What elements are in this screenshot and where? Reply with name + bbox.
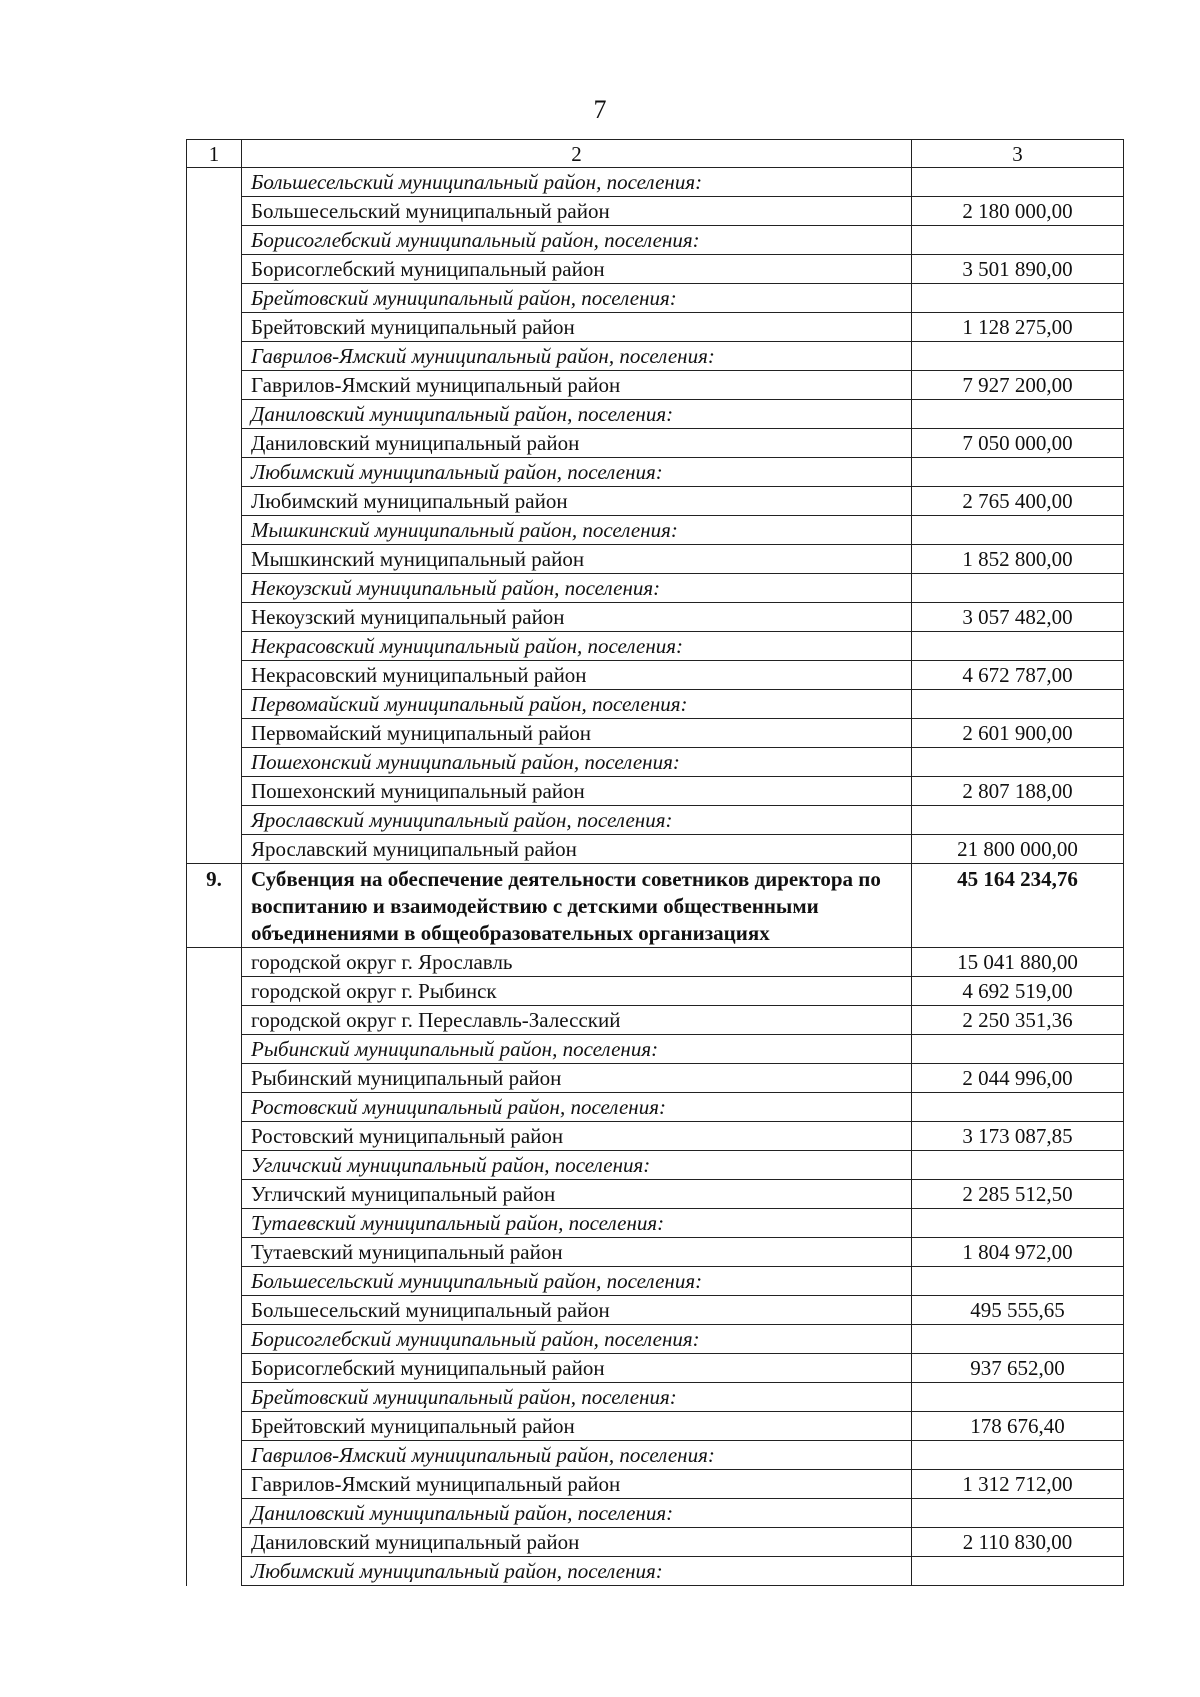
row-number-cell (187, 1412, 242, 1441)
table-row (187, 603, 1124, 632)
table-row (187, 313, 1124, 342)
amount-cell: 937 652,00 (912, 1354, 1124, 1383)
amount-cell (912, 1267, 1124, 1296)
table-row (187, 977, 1124, 1006)
amount-cell (912, 806, 1124, 835)
table-row (187, 255, 1124, 284)
table-subheading-row (187, 1209, 1124, 1238)
table-subheading-row (187, 1557, 1124, 1586)
amount-cell: 2 807 188,00 (912, 777, 1124, 806)
table-subheading-row (187, 574, 1124, 603)
district-subheading: Любимский муниципальный район, поселения: (242, 458, 912, 487)
row-number-cell (187, 1441, 242, 1470)
table-row (187, 948, 1124, 977)
row-number-cell (187, 342, 242, 371)
table-subheading-row (187, 1325, 1124, 1354)
amount-cell: 2 285 512,50 (912, 1180, 1124, 1209)
table-subheading-row (187, 342, 1124, 371)
district-subheading: Гаврилов-Ямский муниципальный район, поселения: (242, 1441, 912, 1470)
table-row (187, 1180, 1124, 1209)
row-number-cell (187, 516, 242, 545)
amount-cell: 3 057 482,00 (912, 603, 1124, 632)
table-row (187, 1412, 1124, 1441)
row-number-cell (187, 1354, 242, 1383)
amount-cell (912, 1035, 1124, 1064)
district-subheading: Первомайский муниципальный район, поселения: (242, 690, 912, 719)
table-row (187, 1296, 1124, 1325)
header-col-3: 3 (912, 140, 1124, 168)
table-row (187, 1122, 1124, 1151)
municipality-name: Брейтовский муниципальный район (242, 1412, 912, 1441)
table-subheading-row (187, 1383, 1124, 1412)
municipality-name: Пошехонский муниципальный район (242, 777, 912, 806)
district-subheading: Любимский муниципальный район, поселения: (242, 1557, 912, 1586)
table-row (187, 661, 1124, 690)
row-number-cell (187, 1557, 242, 1586)
amount-cell (912, 574, 1124, 603)
table-subheading-row (187, 1093, 1124, 1122)
amount-cell: 2 110 830,00 (912, 1528, 1124, 1557)
district-subheading: Большесельский муниципальный район, поселения: (242, 1267, 912, 1296)
section-number: 9. (187, 864, 242, 948)
municipality-name: Мышкинский муниципальный район (242, 545, 912, 574)
table-subheading-row (187, 806, 1124, 835)
row-number-cell (187, 400, 242, 429)
row-number-cell (187, 948, 242, 977)
row-number-cell (187, 1528, 242, 1557)
district-subheading: Мышкинский муниципальный район, поселения: (242, 516, 912, 545)
amount-cell (912, 1499, 1124, 1528)
district-subheading: Рыбинский муниципальный район, поселения: (242, 1035, 912, 1064)
section-total-amount: 45 164 234,76 (912, 864, 1124, 948)
row-number-cell (187, 1267, 242, 1296)
row-number-cell (187, 835, 242, 864)
municipality-name: Гаврилов-Ямский муниципальный район (242, 371, 912, 400)
table-row (187, 1354, 1124, 1383)
table-subheading-row (187, 690, 1124, 719)
district-subheading: Брейтовский муниципальный район, поселения: (242, 1383, 912, 1412)
amount-cell: 3 173 087,85 (912, 1122, 1124, 1151)
row-number-cell (187, 429, 242, 458)
row-number-cell (187, 1238, 242, 1267)
row-number-cell (187, 1064, 242, 1093)
municipality-name: городской округ г. Переславль-Залесский (242, 1006, 912, 1035)
table-row (187, 719, 1124, 748)
amount-cell (912, 690, 1124, 719)
row-number-cell (187, 197, 242, 226)
row-number-cell (187, 226, 242, 255)
municipality-name: Первомайский муниципальный район (242, 719, 912, 748)
amount-cell (912, 168, 1124, 197)
amount-cell: 2 044 996,00 (912, 1064, 1124, 1093)
row-number-cell (187, 1209, 242, 1238)
row-number-cell (187, 1093, 242, 1122)
table-row (187, 429, 1124, 458)
table-subheading-row (187, 516, 1124, 545)
municipality-name: Брейтовский муниципальный район (242, 313, 912, 342)
amount-cell (912, 400, 1124, 429)
district-subheading: Даниловский муниципальный район, поселения: (242, 1499, 912, 1528)
amount-cell: 4 672 787,00 (912, 661, 1124, 690)
amount-cell: 7 927 200,00 (912, 371, 1124, 400)
row-number-cell (187, 545, 242, 574)
row-number-cell (187, 284, 242, 313)
amount-cell: 2 180 000,00 (912, 197, 1124, 226)
amount-cell: 1 852 800,00 (912, 545, 1124, 574)
district-subheading: Пошехонский муниципальный район, поселения: (242, 748, 912, 777)
row-number-cell (187, 1151, 242, 1180)
amount-cell (912, 1441, 1124, 1470)
row-number-cell (187, 1499, 242, 1528)
amount-cell: 495 555,65 (912, 1296, 1124, 1325)
municipality-name: Борисоглебский муниципальный район (242, 255, 912, 284)
amount-cell: 15 041 880,00 (912, 948, 1124, 977)
district-subheading: Борисоглебский муниципальный район, поселения: (242, 1325, 912, 1354)
district-subheading: Большесельский муниципальный район, поселения: (242, 168, 912, 197)
amount-cell: 1 128 275,00 (912, 313, 1124, 342)
amount-cell: 2 765 400,00 (912, 487, 1124, 516)
row-number-cell (187, 748, 242, 777)
row-number-cell (187, 777, 242, 806)
amount-cell (912, 342, 1124, 371)
municipality-name: Любимский муниципальный район (242, 487, 912, 516)
row-number-cell (187, 1006, 242, 1035)
table-subheading-row (187, 458, 1124, 487)
row-number-cell (187, 719, 242, 748)
table-subheading-row (187, 1441, 1124, 1470)
section-row (187, 864, 1124, 948)
municipality-name: Ярославский муниципальный район (242, 835, 912, 864)
table-subheading-row (187, 1499, 1124, 1528)
row-number-cell (187, 690, 242, 719)
municipality-name: Рыбинский муниципальный район (242, 1064, 912, 1093)
row-number-cell (187, 458, 242, 487)
table-row (187, 1470, 1124, 1499)
table-block-continued (187, 168, 1124, 864)
amount-cell (912, 748, 1124, 777)
district-subheading: Некрасовский муниципальный район, поселения: (242, 632, 912, 661)
table-header-row (187, 140, 1124, 168)
table-subheading-row (187, 1151, 1124, 1180)
district-subheading: Некоузский муниципальный район, поселения: (242, 574, 912, 603)
table-row (187, 545, 1124, 574)
amount-cell (912, 458, 1124, 487)
header-col-2: 2 (242, 140, 912, 168)
district-subheading: Ярославский муниципальный район, поселения: (242, 806, 912, 835)
row-number-cell (187, 977, 242, 1006)
amount-cell (912, 1093, 1124, 1122)
table-row (187, 1238, 1124, 1267)
row-number-cell (187, 1470, 242, 1499)
municipality-name: Большесельский муниципальный район (242, 1296, 912, 1325)
amount-cell: 2 250 351,36 (912, 1006, 1124, 1035)
table-row (187, 1006, 1124, 1035)
district-subheading: Тутаевский муниципальный район, поселения: (242, 1209, 912, 1238)
row-number-cell (187, 1035, 242, 1064)
table-subheading-row (187, 400, 1124, 429)
table-row (187, 487, 1124, 516)
municipality-name: городской округ г. Рыбинск (242, 977, 912, 1006)
row-number-cell (187, 255, 242, 284)
amount-cell (912, 1383, 1124, 1412)
row-number-cell (187, 603, 242, 632)
amount-cell (912, 1557, 1124, 1586)
table-row (187, 371, 1124, 400)
amount-cell: 3 501 890,00 (912, 255, 1124, 284)
table-subheading-row (187, 284, 1124, 313)
table-subheading-row (187, 1035, 1124, 1064)
amount-cell: 7 050 000,00 (912, 429, 1124, 458)
municipality-name: Некрасовский муниципальный район (242, 661, 912, 690)
row-number-cell (187, 632, 242, 661)
amount-cell (912, 516, 1124, 545)
section-title: Субвенция на обеспечение деятельности советников директора по воспитанию и взаимодействию с детскими общественными объединениями в общеобразовательных организациях (242, 864, 912, 948)
page-number: 7 (593, 95, 607, 124)
row-number-cell (187, 1122, 242, 1151)
table-subheading-row (187, 168, 1124, 197)
table-row (187, 777, 1124, 806)
amount-cell: 21 800 000,00 (912, 835, 1124, 864)
row-number-cell (187, 1180, 242, 1209)
row-number-cell (187, 806, 242, 835)
table-row (187, 835, 1124, 864)
district-subheading: Борисоглебский муниципальный район, поселения: (242, 226, 912, 255)
municipality-name: Некоузский муниципальный район (242, 603, 912, 632)
row-number-cell (187, 661, 242, 690)
row-number-cell (187, 371, 242, 400)
row-number-cell (187, 487, 242, 516)
table-row (187, 1064, 1124, 1093)
table-subheading-row (187, 226, 1124, 255)
amount-cell: 4 692 519,00 (912, 977, 1124, 1006)
amount-cell: 1 804 972,00 (912, 1238, 1124, 1267)
municipality-name: Ростовский муниципальный район (242, 1122, 912, 1151)
row-number-cell (187, 313, 242, 342)
municipality-name: Борисоглебский муниципальный район (242, 1354, 912, 1383)
table-row (187, 197, 1124, 226)
district-subheading: Даниловский муниципальный район, поселения: (242, 400, 912, 429)
municipality-name: Тутаевский муниципальный район (242, 1238, 912, 1267)
municipality-name: городской округ г. Ярославль (242, 948, 912, 977)
amount-cell: 178 676,40 (912, 1412, 1124, 1441)
district-subheading: Угличский муниципальный район, поселения: (242, 1151, 912, 1180)
municipality-name: Угличский муниципальный район (242, 1180, 912, 1209)
amount-cell (912, 632, 1124, 661)
district-subheading: Брейтовский муниципальный район, поселения: (242, 284, 912, 313)
amount-cell (912, 1151, 1124, 1180)
row-number-cell (187, 1383, 242, 1412)
row-number-cell (187, 574, 242, 603)
table-subheading-row (187, 632, 1124, 661)
municipality-name: Даниловский муниципальный район (242, 429, 912, 458)
municipality-name: Большесельский муниципальный район (242, 197, 912, 226)
district-subheading: Ростовский муниципальный район, поселения: (242, 1093, 912, 1122)
amount-cell (912, 1325, 1124, 1354)
amount-cell (912, 226, 1124, 255)
table-row (187, 1528, 1124, 1557)
table-subheading-row (187, 748, 1124, 777)
subvention-table (186, 139, 1124, 1586)
row-number-cell (187, 1325, 242, 1354)
municipality-name: Гаврилов-Ямский муниципальный район (242, 1470, 912, 1499)
amount-cell (912, 1209, 1124, 1238)
row-number-cell (187, 168, 242, 197)
district-subheading: Гаврилов-Ямский муниципальный район, поселения: (242, 342, 912, 371)
amount-cell (912, 284, 1124, 313)
table-block-section-9 (187, 948, 1124, 1586)
row-number-cell (187, 1296, 242, 1325)
amount-cell: 2 601 900,00 (912, 719, 1124, 748)
header-col-1: 1 (187, 140, 242, 168)
amount-cell: 1 312 712,00 (912, 1470, 1124, 1499)
municipality-name: Даниловский муниципальный район (242, 1528, 912, 1557)
table-subheading-row (187, 1267, 1124, 1296)
table-section-9 (187, 864, 1124, 948)
